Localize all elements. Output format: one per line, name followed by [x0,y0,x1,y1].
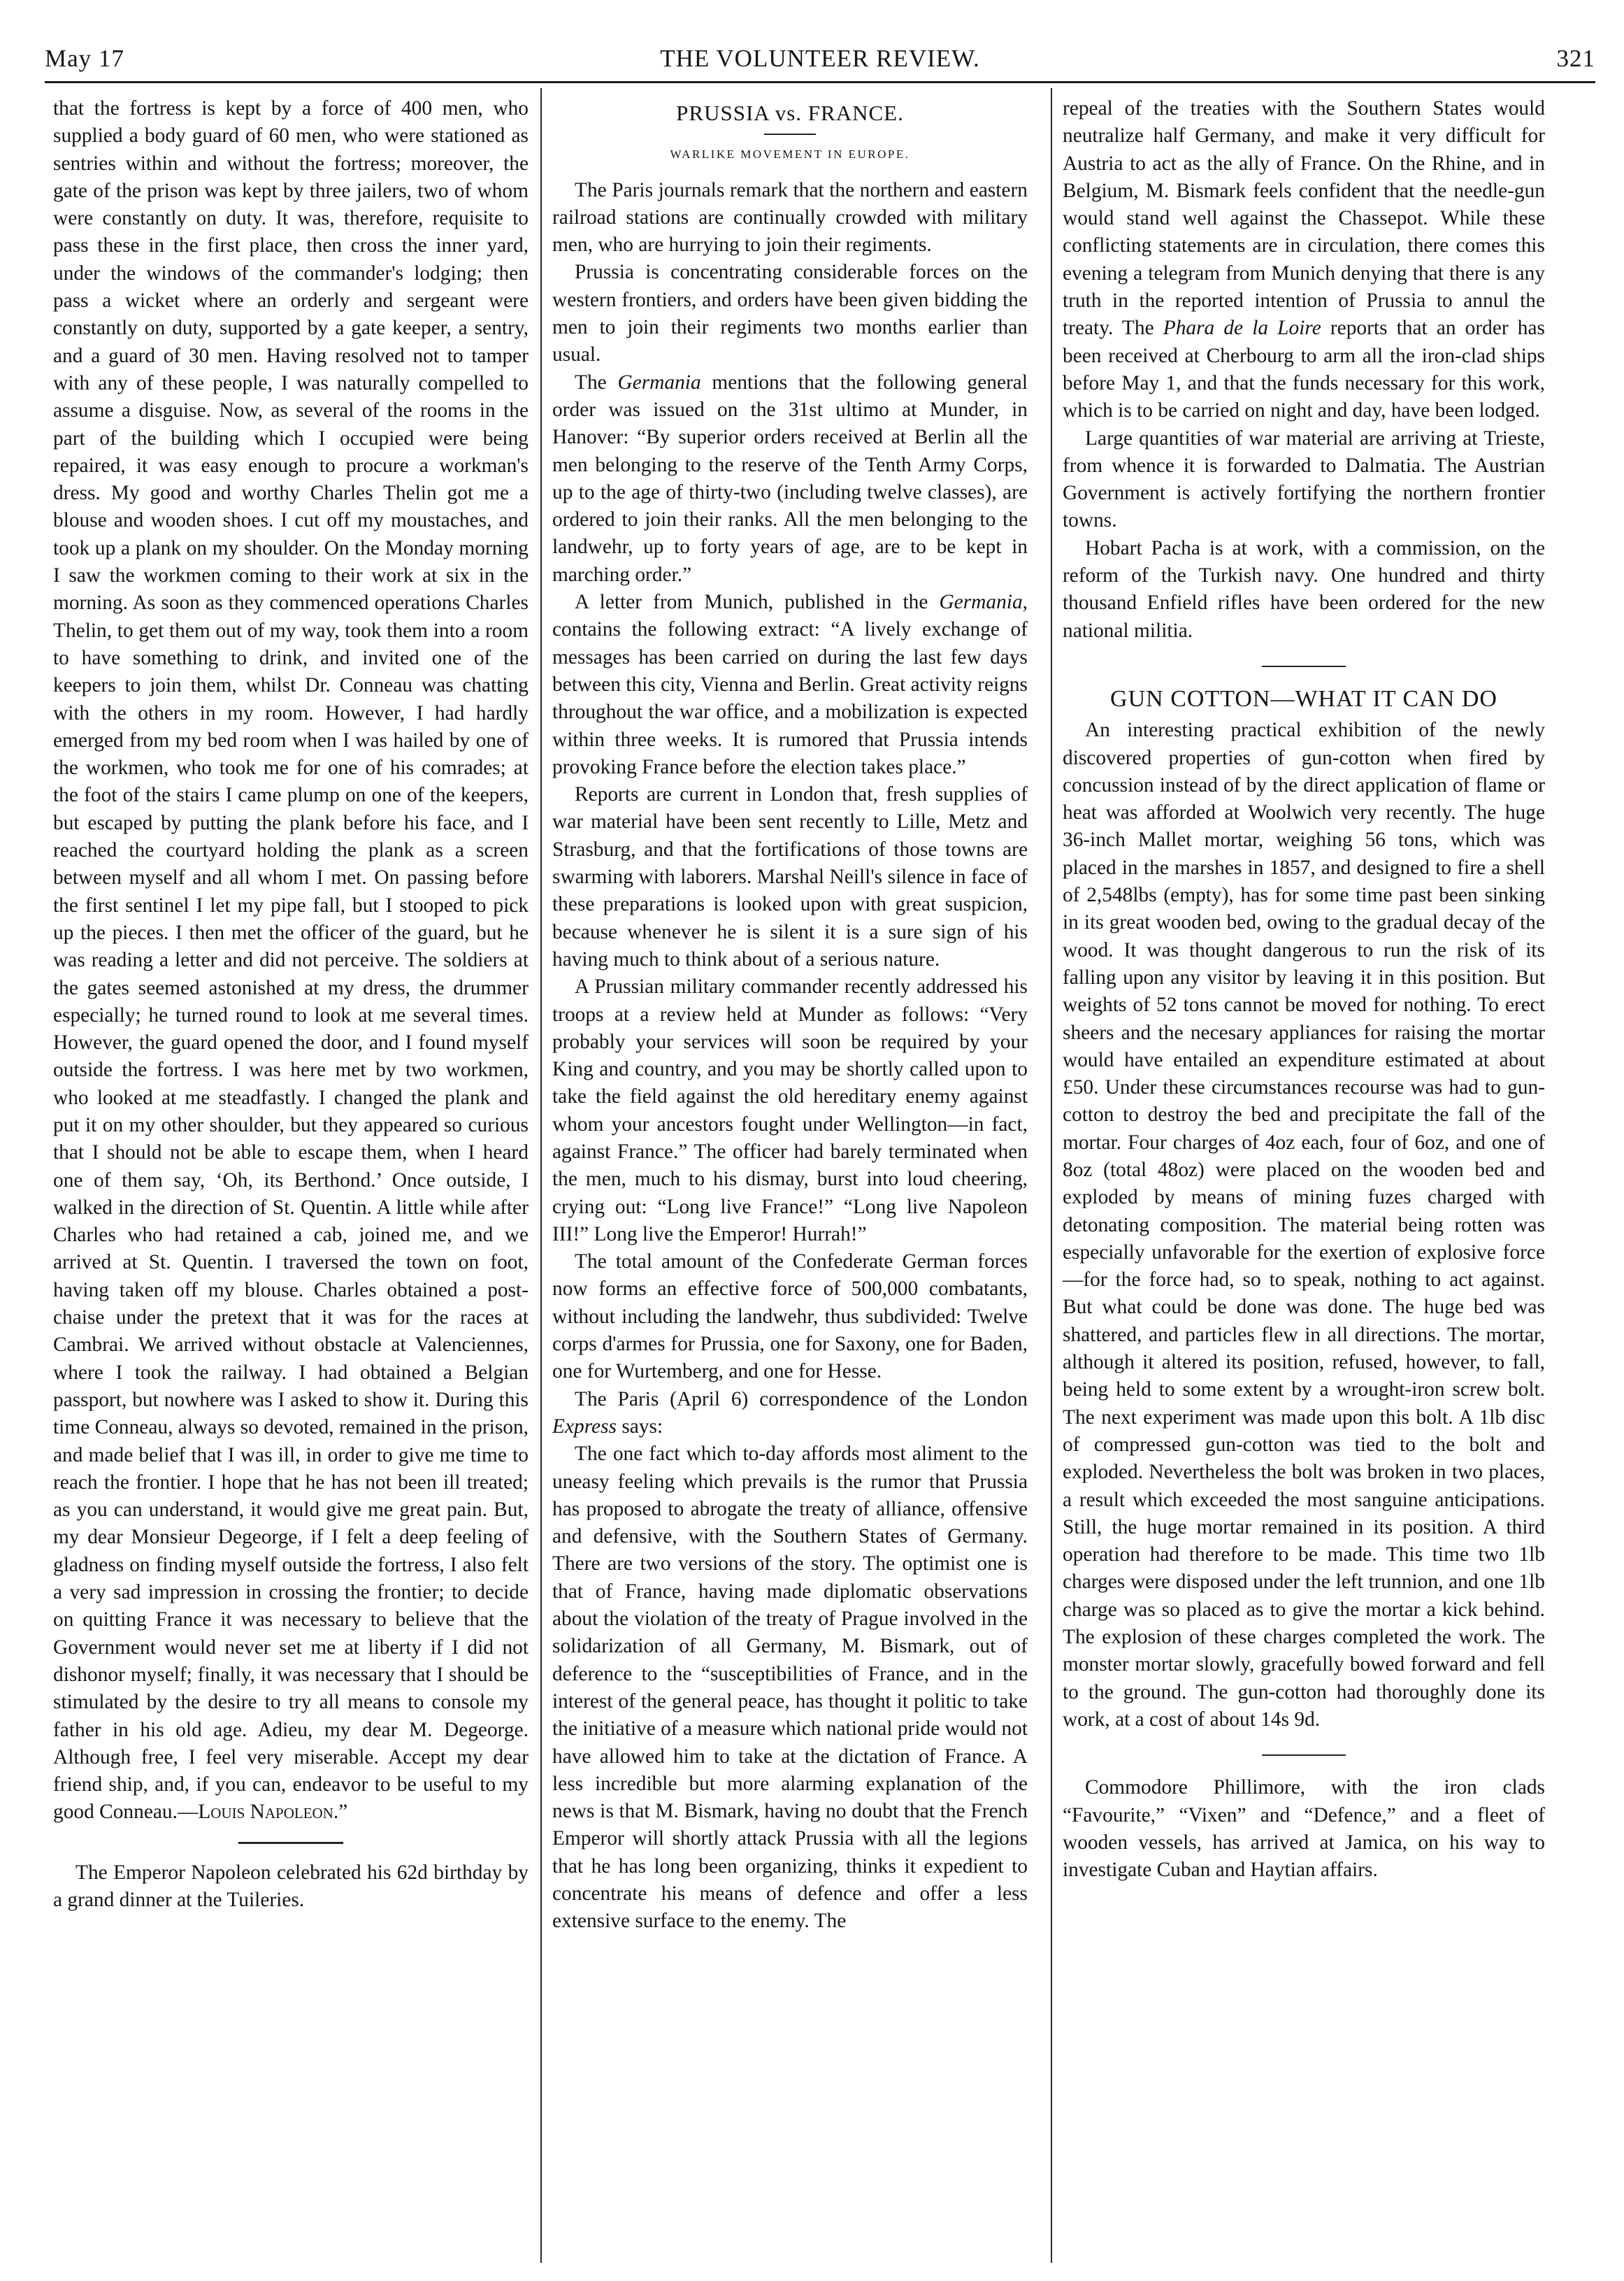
header-rule [45,81,1595,83]
column-divider-1 [540,88,542,2263]
article-paragraph: that the fortress is kept by a force of 400 men, who supplied a body guard of 60 men, who were stationed as sentries within and without the fortress; moreover, the gate of the prison was kept by three jailers, two of whom were constantly on duty. It was, therefore, requisite to pass these in the first place, then cross the inner yard, under the windows of the commander's lodging; then pass a wicket where an orderly and sergeant were constantly on duty, supported by a gate keeper, a sentry, and a guard of 30 men. Having resolved not to tamper with any of these people, I was naturally compelled to assume a disguise. Now, as several of the rooms in the part of the building which I occupied were being repaired, it was easy enough to procure a workman's dress. My good and worthy Charles Thelin got me a blouse and wooden shoes. I cut off my moustaches, and took up a plank on my shoulder. On the Monday morning I saw the workmen coming to their work at six in the morning. As soon as they commenced operations Charles Thelin, to get them out of my way, took them into a room to have something to drink, and invited one of the keepers to join them, whilst Dr. Conneau was chatting with the others in my room. However, I had hardly emerged from my bed room when I was hailed by one of the workmen, who took me for one of his comrades; at the foot of the stairs I came plump on one of the keepers, but escaped by putting the plank before his face, and I reached the courtyard holding the plank as a screen between myself and all whom I met. On passing before the first sentinel I let my pipe fall, but I stooped to pick up the pieces. I then met the officer of the guard, but he was reading a letter and did not perceive. The soldiers at the gates seemed astonished at my dress, the drummer especially; he turned round to look at me several times. However, the guard opened the door, and I found myself outside the fortress. I was here met by two workmen, who looked at me steadfastly. I changed the plank and put it on my other shoulder, but they appeared so curious that I should not be able to escape them, when I heard one of them say, ‘Oh, its Berthond.’ Once outside, I walked in the direction of St. Quentin. A little while after Charles who had retained a cab, joined me, and we arrived at St. Quentin. I traversed the town on foot, having taken off my blouse. Charles obtained a post-chaise under the pretext that it was for the races at Cambrai. We arrived without obstacle at Valenciennes, where I took the railway. I had obtained a Belgian passport, but nowhere was I asked to show it. During this time Conneau, always so devoted, remained in the prison, and made belief that I was ill, in order to give me time to reach the frontier. I hope that he has not been ill treated; as you can understand, it would give me great pain. But, my dear Monsieur Degeorge, if I felt a deep feeling of gladness on finding myself outside the fortress, I also felt a very sad impression in crossing the frontier; to decide on quitting France it was necessary to believe that the Government would never set me at liberty if I did not dishonor myself; finally, it was necessary that I should be stimulated by the desire to try all means to console my father in his old age. Adieu, my dear M. Degeorge. Although free, I feel very miserable. Accept my dear friend ship, and, if you can, endeavor to be useful to my good Conneau.—Louis Napoleon.” [53,97,529,1824]
section-separator [238,1842,343,1844]
article-paragraph: An interesting practical exhibition of the newly discovered properties of gun-cotton when fired by concussion instead of by the direct application of flame or heat was afforded at Woolwich very recently. The huge 36-inch Mallet mortar, weighing 56 tons, which was placed in the marshes in 1857, and designed to fire a shell of 2,548lbs (empty), has for some time past been sinking in its great wooden bed, owing to the gradual decay of the wood. It was thought dangerous to run the risk of its falling upon any visitor by leaving it in this position. But weights of 52 tons cannot be moved for nothing. To erect sheers and the necesary appliances for raising the mortar would have entailed an expenditure estimated at about £50. Under these circumstances recourse was had to gun-cotton to destroy the bed and precipitate the fall of the mortar. Four charges of 4oz each, four of 6oz, and one of 8oz (total 48oz) were placed on the wooden bed and exploded by means of mining fuzes charged with detonating composition. The material being rotten was especially unfavorable for the exertion of explosive force—for the force had, so to speak, nothing to act against. But what could be done was done. The huge bed was shattered, and particles flew in all directions. The mortar, although it altered its position, refused, however, to fall, being held to some extent by a wrought-iron screw bolt. The next experiment was made upon this bolt. A 1lb disc of compressed gun-cotton was tied to the bolt and exploded. Nevertheless the bolt was broken in two places, a result which exceeded the most sanguine anticipations. Still, the huge mortar remained in its position. A third operation had therefore to be made. This time two 1lb charges were disposed under the left trunnion, and one 1lb charge was so placed as to give the mortar a kick behind. The explosion of these charges completed the work. The monster mortar slowly, gracefully bowed forward and fell to the ground. The gun-cotton had thoroughly done its work, at a cost of about 14s 9d. [1063,719,1545,1731]
article-paragraph: A letter from Munich, published in the Germania, contains the following extract: “A lively exchange of messages has been carried on during the last few days between this city, Vienna and Berlin. Great activity reigns throughout the war office, and a mobilization is expected within three weeks. It is rumored that Prussia intends provoking France before the election takes place.” [552,591,1028,778]
running-head [45,45,1595,84]
title-rule [764,134,816,135]
page-number: 321 [1556,45,1595,72]
section-separator [1262,666,1346,667]
article-paragraph: The Paris (April 6) correspondence of the London Express says: [552,1387,1028,1438]
article-paragraph: Hobart Pacha is at work, with a commission, on the reform of the Turkish navy. One hundred and thirty thousand Enfield rifles have been ordered for the new national militia. [1063,536,1545,642]
article-paragraph: repeal of the treaties with the Southern States would neutralize half Germany, and make it very difficult for Austria to act as the ally of France. On the Rhine, and in Belgium, M. Bismark feels confident that the needle-gun would stand well against the Chassepot. While these conflicting statements are in circulation, there comes this evening a telegram from Munich denying that there is any truth in the reported intention of Prussia to annul the treaty. The Phara de la Loire reports that an order has been received at Cherbourg to arm all the iron-clad ships before May 1, and that the funds necessary for this work, which is to be carried on night and day, have been lodged. [1063,97,1545,422]
article-paragraph: The total amount of the Confederate German forces now forms an effective force of 500,000 combatants, without including the landwehr, thus subdivided: Twelve corps d'armes for Prussia, one for Saxony, one for Baden, one for Wurtemberg, and one for Hesse. [552,1250,1028,1383]
signature: Louis Napoleon. [198,1801,339,1824]
article-paragraph: The Germania mentions that the following general order was issued on the 31st ultimo at Munder, in Hanover: “By superior orders received at Berlin all the men belonging to the reserve of the Tenth Army Corps, up to the age of thirty-two (including twelve classes), are ordered to join their ranks. All the men belonging to the landwehr, up to forty years of age, are to be kept in marching order.” [552,371,1028,586]
article-paragraph: Reports are current in London that, fresh supplies of war material have been sent recently to Lille, Metz and Strasburg, and that the fortifications of those towns are swarming with laborers. Marshal Neill's silence in face of these preparations is looked upon with great suspicion, because whenever he is silent it is a sure sign of his having much to think about of a serious nature. [552,783,1028,971]
column-3 [1063,95,1545,1884]
article-paragraph: A Prussian military commander recently addressed his troops at a review held at Munder as follows: “Very probably your services will soon be required by your King and country, and you may be shortly called upon to take the field against the old hereditary enemy against whom your ancestors fought under Wellington—in fact, against France.” The officer had barely terminated when the men, much to his dismay, burst into loud cheering, crying out: “Long live France!” “Long live Napoleon III!” Long live the Emperor! Hurrah!” [552,975,1028,1245]
newspaper-title: THE VOLUNTEER REVIEW. [660,45,980,72]
issue-date: May 17 [45,45,124,72]
article-paragraph: The Paris journals remark that the northern and eastern railroad stations are continually crowded with military men, who are hurrying to join their regiments. [552,178,1028,257]
column-2 [552,95,1028,1936]
article-title: GUN COTTON—WHAT IT CAN DO [1110,685,1497,712]
section-separator [1262,1754,1346,1756]
article-paragraph: The one fact which to-day affords most aliment to the uneasy feeling which prevails is the rumor that Prussia has proposed to abrogate the treaty of alliance, offensive and defensive, with the Southern States of Germany. There are two versions of the story. The optimist one is that of France, having made diplomatic observations about the violation of the treaty of Prague involved in the solidarization of all Germany, M. Bismark, out of deference to the “susceptibilities of France, and in the interest of the general peace, has thought it politic to take the initiative of a measure which national pride would not have allowed him to take at the dictation of France. A less incredible but more alarming explanation of the news is that M. Bismark, having no doubt that the French Emperor will shortly attack Prussia with all the legions that he has long been organizing, thinks it expedient to concentrate his means of defence and offer a less extensive surface to the enemy. The [552,1443,1028,1933]
article-paragraph: Large quantities of war material are arriving at Trieste, from whence it is forwarded to Dalmatia. The Austrian Government is actively fortifying the northern frontier towns. [1063,427,1545,532]
article-paragraph: Prussia is concentrating considerable forces on the western frontiers, and orders have been given bidding the men to join their regiments two months earlier than usual. [552,261,1028,366]
news-item: Commodore Phillimore, with the iron clads “Favourite,” “Vixen” and “Defence,” and a fleet of wooden vessels, has arrived at Jamica, on his way to investigate Cuban and Haytian affairs. [1063,1776,1545,1882]
news-item: The Emperor Napoleon celebrated his 62d birthday by a grand dinner at the Tuileries. [53,1861,529,1911]
column-1 [53,95,529,1914]
article-subtitle: WARLIKE MOVEMENT IN EUROPE. [670,148,910,162]
column-divider-2 [1051,88,1052,2263]
article-title: PRUSSIA vs. FRANCE. [676,101,904,125]
